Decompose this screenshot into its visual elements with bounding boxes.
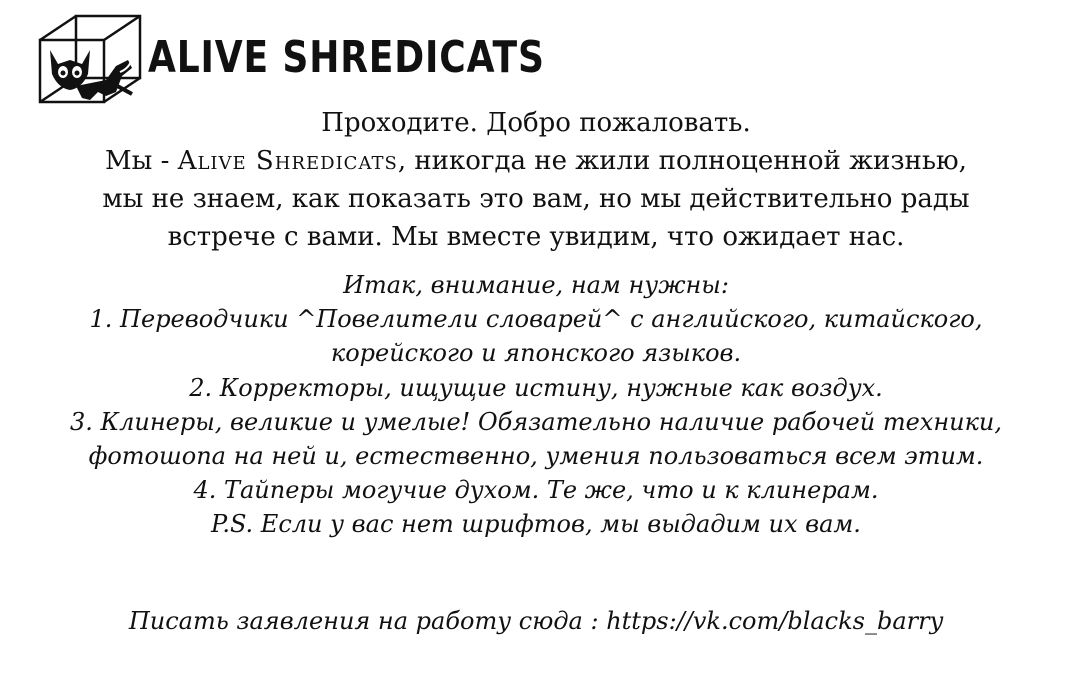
intro-brand-name: Alive Shredicats: [177, 146, 398, 176]
intro-line-suffix: , никогда не жили полноценной жизнью,: [397, 146, 967, 176]
intro-text: [0, 104, 1072, 256]
needs-item: фотошопа на ней и, естественно, умения пользоваться всем этим.: [88, 442, 984, 471]
intro-line: мы не знаем, как показать это вам, но мы действительно рады: [102, 184, 970, 214]
brand-title: ALIVE SHREDICATS: [148, 32, 545, 83]
intro-line: встрече с вами. Мы вместе увидим, что ожидает нас.: [167, 222, 905, 252]
needs-item: корейского и японского языков.: [330, 339, 742, 368]
needs-ps: P.S. Если у вас нет шрифтов, мы выдадим их вам.: [211, 510, 861, 539]
cat-in-box-icon: [36, 12, 144, 104]
intro-line: Проходите. Добро пожаловать.: [321, 108, 751, 138]
needs-item: 1. Переводчики ^Повелители словарей^ с английского, китайского,: [89, 305, 983, 334]
needs-item: 4. Тайперы могучие духом. Те же, что и к клинерам.: [193, 476, 879, 505]
intro-line-prefix: Мы -: [105, 146, 178, 176]
needs-item: 2. Корректоры, ищущие истину, нужные как воздух.: [189, 373, 883, 402]
logo: [36, 12, 632, 104]
contact-footer: Писать заявления на работу сюда : https://vk.com/blacks_barry: [128, 607, 944, 635]
intro-line: [0, 142, 1072, 180]
needs-item: 3. Клинеры, великие и умелые! Обязательно наличие рабочей техники,: [69, 407, 1002, 436]
needs-heading: Итак, внимание, нам нужны:: [343, 271, 729, 299]
needs-list: [0, 268, 1072, 542]
